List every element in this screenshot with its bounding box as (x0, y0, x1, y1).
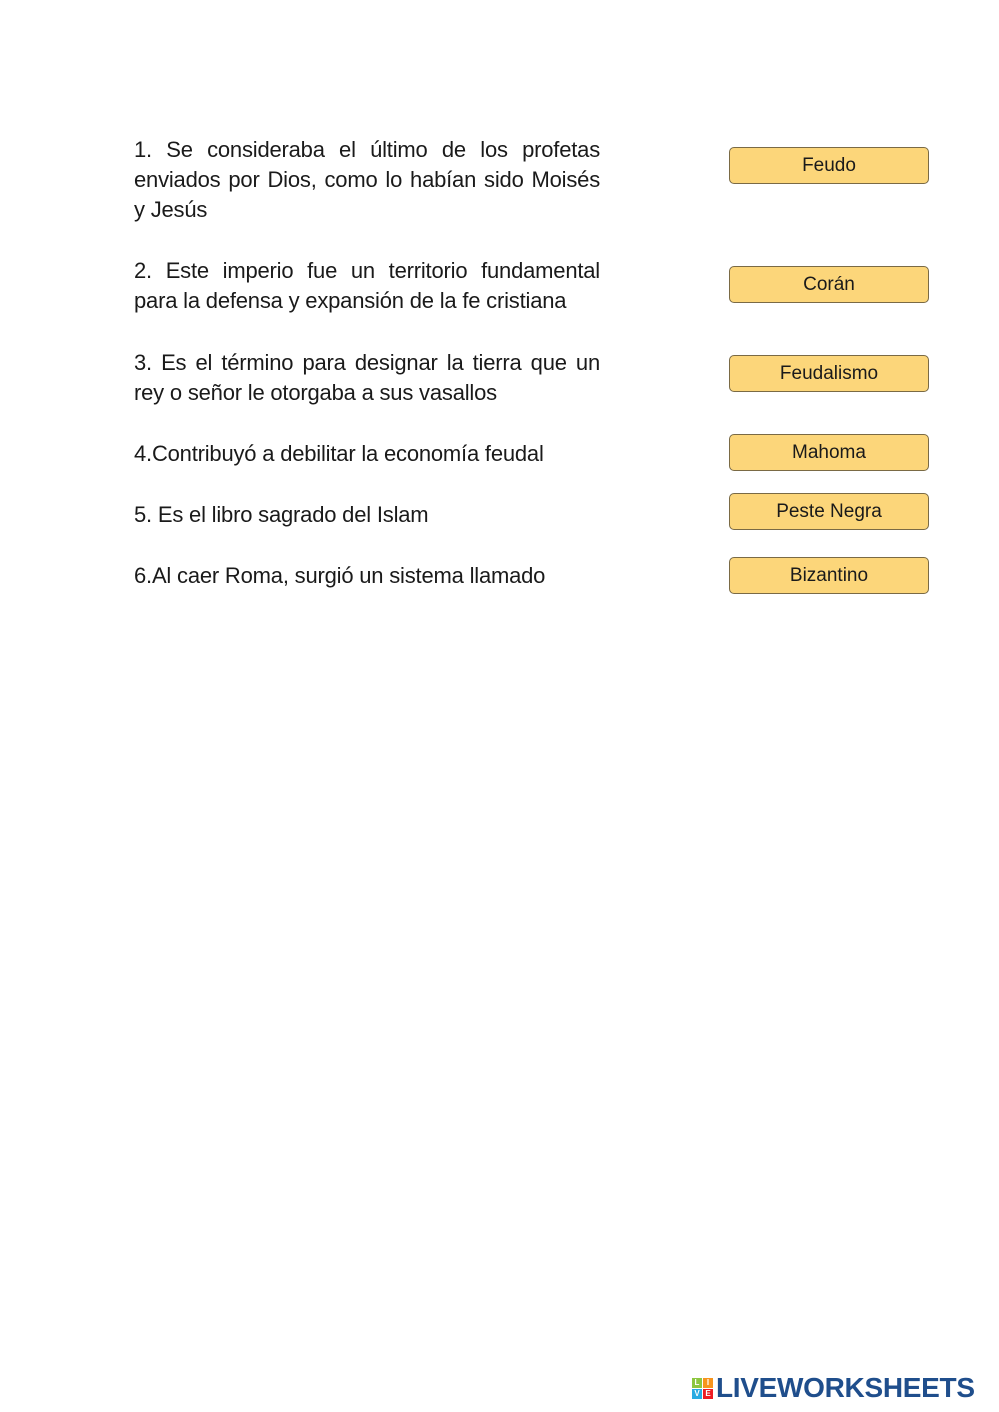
answer-option-coran[interactable]: Corán (729, 266, 929, 303)
logo-letter: I (703, 1378, 713, 1388)
question-3: 3. Es el término para designar la tierra que un rey o señor le otorgaba a sus vasallos (134, 350, 600, 405)
answer-option-feudalismo[interactable]: Feudalismo (729, 355, 929, 392)
logo-icon (692, 1378, 713, 1399)
answer-option-mahoma[interactable]: Mahoma (729, 434, 929, 471)
answer-option-feudo[interactable]: Feudo (729, 147, 929, 184)
question-2: 2. Este imperio fue un territorio fundamental para la defensa y expansión de la fe cristiana (134, 258, 600, 313)
brand-name: LIVEWORKSHEETS (716, 1372, 975, 1403)
logo-letter: E (703, 1389, 713, 1399)
liveworksheets-logo (692, 1372, 975, 1404)
answer-option-peste-negra[interactable]: Peste Negra (729, 493, 929, 530)
logo-letter: L (692, 1378, 702, 1388)
question-4: 4.Contribuyó a debilitar la economía feudal (134, 441, 544, 466)
question-1: 1. Se consideraba el último de los profetas enviados por Dios, como lo habían sido Moisés y Jesús (134, 137, 600, 222)
answer-option-bizantino[interactable]: Bizantino (729, 557, 929, 594)
logo-letter: V (692, 1389, 702, 1399)
question-5: 5. Es el libro sagrado del Islam (134, 502, 429, 527)
question-6: 6.Al caer Roma, surgió un sistema llamado (134, 563, 546, 588)
